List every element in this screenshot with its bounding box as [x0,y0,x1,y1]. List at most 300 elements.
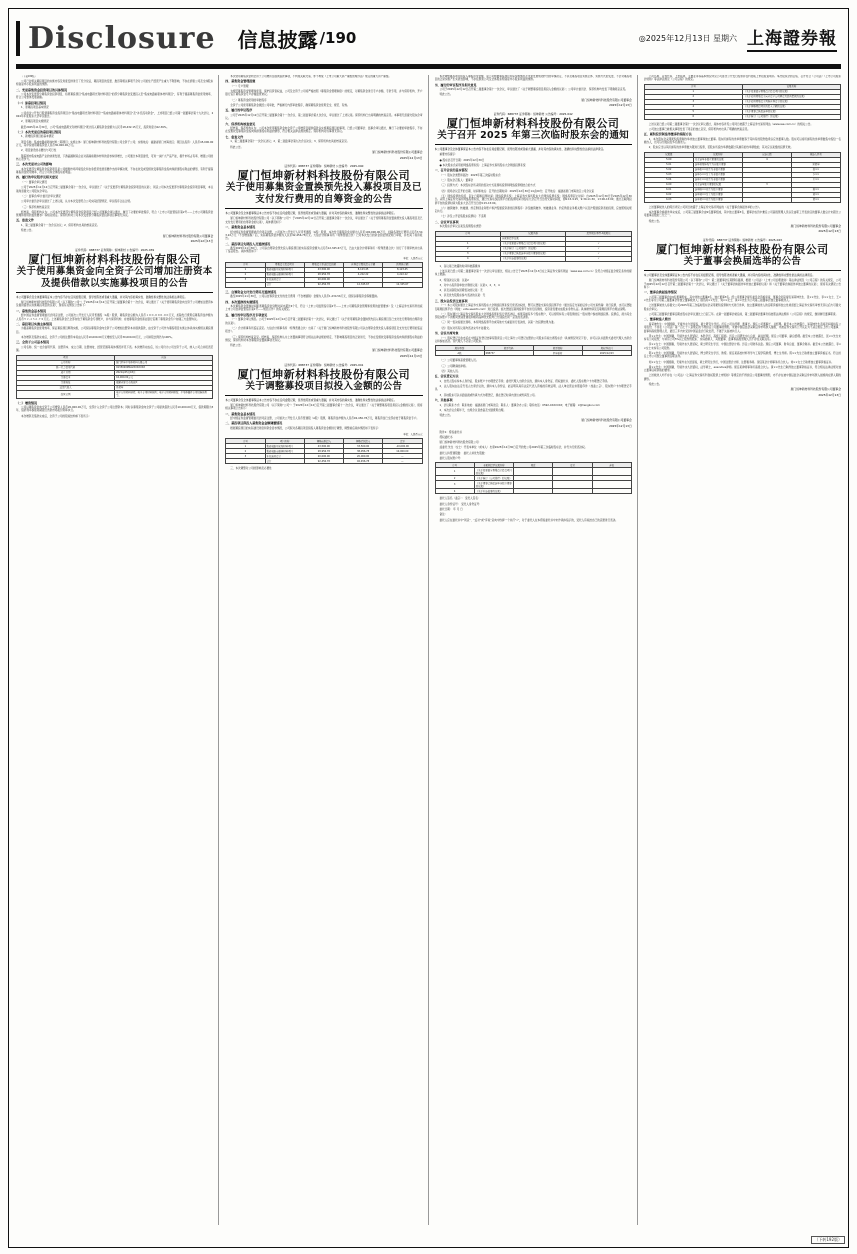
body-paragraph: （四）其他人员。 [439,369,461,373]
section-heading: 二、董事候选人简历 [643,317,671,322]
body-paragraph: （三）同一表决权通过现场、本所网络投票平台或其他方式重复进行表决的，以第一次投票结果为准。 [439,321,557,325]
body-paragraph: 厦门恒坤新材料科技股份有限公司： [439,441,481,445]
table-cell: 《关于董事会换届选举的议案》 [742,109,840,114]
body-paragraph: 3、异地股东可以书面信函或传真方式办理登记，须在登记时间内送达或传真至公司。 [439,393,538,397]
body-paragraph: （六）融资融券、转融通、约定购回业务账户和沪股通投资者的投票程序：涉及融资融券、转融通业务、约定购回业务相关账户以及沪股通投资者的投票，应按照相关规定执行。 [434,206,632,214]
section-heading: 二、募投项目先期投入及置换情况 [225,241,271,246]
table-cell: 《关于修订〈公司章程〉的议案》 [475,476,512,480]
body-paragraph: 1、新增投资项目的基本情况 [21,135,54,139]
body-paragraph: 厦门恒坤新材料科技股份有限公司（以下简称“公司”）于2025年12月12日召开第二届董事会第十一次会议，审议通过了《关于使用募集资金置换预先投入募投项目及已支付发行费用的自筹资金的议案》，具体情况如下： [225,217,423,224]
body-paragraph: （三）公司聘请的律师。 [439,364,469,368]
body-paragraph: 上述董事候选人的简历详见公司同日披露于上海证券交易所网站的《关于董事会换届选举的公告》。 [648,205,762,209]
table-header-cell: 拟置换金额 [383,262,422,267]
body-paragraph: 本次调整募投项目拟投入募集资金金额，是公司根据募投项目实际实施情况及未来发展规划作出的审慎决定，不涉及募投项目实施主体、实施方式的变更，不会对募投项目的正常实施产生实质性影响，不存在损害公司及全体股东特别是中小股东利益的情形。 [434,75,632,82]
table-cell [226,459,265,464]
table-row [435,351,631,356]
body-paragraph: 兹委托 先生（女士）代表本单位（或本人）出席2025年12月30日召开的贵公司2025年第三次临时股东会，并代为行使表决权。 [439,446,588,450]
table-cell: 2 [435,246,500,251]
announcement-rule [16,292,213,293]
section-heading: 四、履行的审议程序及相关意见 [16,175,59,180]
body-paragraph: （二）股东通过上海证券交易所股东大会网络投票系统行使表决权，如果其拥有多个股东账户，可以使用持有公司股票的任一股东账户参加网络投票。投票后，视为其全部股东账户下的相同类别普通股和相同品种优先股均已分别投出同一意见的表决票。 [434,312,632,320]
body-paragraph: 公司于2025年12月12日召开第二届董事会第十一次会议、第二届监事会第九次会议，审议通过了上述议案。保荐机构已出具明确的核查意见。本事项无需提交股东会审议。 [225,113,423,121]
table-cell: 法定代表人 [17,385,115,390]
table-cell: 3 [742,182,791,187]
announcement-company: 厦门恒坤新材料科技股份有限公司 [237,169,411,183]
table-header-cell: 股份类别 [435,346,484,351]
table-cell: 4,222.22 [383,272,422,277]
table-cell: 选举陈××先生为独立董事 [693,187,742,192]
table-row [17,390,213,398]
signature-line: 厦门恒坤新材料科技股份有限公司董事会 [162,233,214,238]
section-heading: 四、履行的审议程序及相关意见 [434,82,477,87]
table-cell: 4 [742,157,791,162]
table-cell: 1 [644,89,742,94]
body-paragraph: 1、各议案已披露的时间和披露媒体 [439,264,481,268]
announcement-rule [435,144,632,145]
table-cell: 选举易荣坤先生为非独立董事 [693,162,742,167]
table-cell [553,489,592,494]
section-heading: 三、股东会投票注意事项 [434,298,468,303]
announcement-title: 关于董事会换届选举的公告 [683,256,802,268]
body-paragraph: （一）本公司股东通过上海证券交易所股东大会网络投票系统行使表决权的，既可以登陆交易系统投票平台（通过指定交易的证券公司交易终端）进行投票，也可以登陆互联网投票平台（网址：vote.sseinfo.com）进行投票。首次登陆互联网投票平台进行投票的，投资者需要完成股东身份认证。具体操作请见互联网投票平台网站说明。 [434,304,632,311]
table-header-cell: 议案组 [644,152,693,157]
body-paragraph: 截至2025年11月30日，公司以自筹资金支付的发行费用（不含增值税）金额为人民币1,234.56万元，现拟以募集资金等额置换。 [230,295,380,299]
masthead-section-title: 信息披露 [237,27,318,52]
section-heading: 二、变更募集资金投资项目的具体情况 [16,87,68,92]
table-cell: 2 [435,476,474,481]
table-cell: √ [566,256,631,261]
section-heading: 三、全资子公司基本情况 [16,340,50,345]
body-paragraph: 本次使用募集资金向全资子公司增资及提供借款事项，不构成关联交易，亦不构成《上市公司重大资产重组管理办法》规定的重大资产重组。 [230,75,392,78]
table-cell: 电子专用材料制造；电子专用材料销售；电子专用材料研发；半导体器件专用设备销售等。 [115,390,213,398]
body-paragraph: 公司独立董事已就相关事项发表了同意的独立意见，保荐机构亦出具了明确的核查意见。 [648,127,750,131]
table-cell: 《关于使用募集资金置换自筹资金的议案》 [742,99,840,104]
table-cell: 关于选举独立董事的议案 [693,182,742,187]
body-paragraph: 附件1：授权委托书 [439,430,462,434]
table-cell: 选举刘××女士为独立董事 [693,192,742,197]
body-paragraph: 特此公告。 [648,219,662,223]
disclaimer-text: 本公司董事会及全体董事保证本公告内容不存在任何虚假记载、误导性陈述或者重大遗漏，并对其内容的真实性、准确性和完整性依法承担法律责任。 [16,295,188,299]
table-cell: — [383,454,422,459]
table-cell: 成立日期 [17,370,115,375]
body-paragraph: （一）董事会审议情况。公司于2025年12月12日召开第二届董事会第十一次会议，审议通过了《关于使用募集资金置换预先投入募投项目及已支付发行费用的自筹资金的议案》。 [225,318,423,325]
table-cell: 李×× [791,172,840,177]
table-cell: 《关于变更部分募集资金投资项目的议案》 [500,241,565,246]
body-paragraph: 上述议案已经公司第二届董事会第十一次会议审议通过，相关公告已于2025年12月13日在上海证券交易所网站（www.sse.com.cn）及符合中国证监会规定条件的媒体上披露。 [434,269,632,277]
table-header-cell: 序号 [226,439,265,444]
table-cell: 5.02 [644,167,693,172]
body-paragraph: 本次募集资金置换时间距离募集资金到账时间未超过6个月，符合《上市公司监管指引第2号——上市公司募集资金管理和使用的监管要求》及《上海证券交易所科创板上市公司自律监管指引第1号——规范运作》的有关规定。 [225,305,423,312]
body-paragraph: 重要内容提示： [439,153,458,157]
table-header-cell: 序号 [226,262,265,267]
table-cell: 8,123.45 [383,267,422,272]
table-header-cell: 投票股东类型 A股股东 [566,231,631,236]
disclaimer-text: 本公司董事会及全体董事保证本公告内容不存在任何虚假记载、误导性陈述或者重大遗漏，并对其内容的真实性、准确性和完整性依法承担法律责任。 [434,147,606,151]
body-paragraph: ● 股东会召开日期：2025年12月30日 [439,158,485,162]
table-cell: 《关于董事会换届选举非独立董事的议案》 [475,481,512,488]
body-paragraph: 截至2025年11月30日，公司以自筹资金预先投入募投项目的实际投资金额为人民币12,345.67万元，已由大信会计师事务所（特殊普通合伙）进行了专项审核并出具了鉴证报告。具体情况如下： [225,247,423,254]
table-header-cell: 差异 [383,439,422,444]
body-paragraph: 5、涉及优先股股东参与表决的议案：无 [439,294,486,298]
table-cell: 5.04 [644,177,693,182]
body-paragraph: 厦门恒坤新材料科技股份有限公司（以下简称“公司”）于2025年12月12日召开第二届董事会第十一次会议，审议通过了《关于使用募集资金向全资子公司增加注册资本及提供借款以实施募投项目的议案》，现将有关情况公告如下： [16,301,214,308]
table-cell: 易荣坤 [115,385,213,390]
table-cell: 3 [435,481,474,489]
signature-line: 厦门恒坤新材料科技股份有限公司董事会 [581,418,632,423]
table-header-cell: 序号 [435,231,500,236]
disclosure-logo: Disclosure [16,21,224,56]
table-cell: 12,345.67 [383,282,422,287]
body-paragraph: （一）董事会审议情况 [21,181,47,185]
table-cell: 集成电路前驱体材料项目 [265,449,304,454]
body-paragraph: 2、原募投项目实施情况 [21,120,49,124]
body-paragraph: 易荣坤先生：中国国籍，无境外永久居留权，硕士研究生学历。历任公司总经理、董事长。现任公司董事长、总经理。截至本公告披露日，易荣坤先生直接及间接持有公司股份，不存在《公司法》第一百七十八条规定的不得担任公司董事的情形，未被中国证监会采取证券市场禁入措施，未被证券交易所公开认定为不适合担任上市公司董事、监事和高级管理人员，最近三年内未受到中国证监会行政处罚，不属于失信被执行人。 [643,322,841,333]
table-row [435,256,631,261]
section-heading: 五、备查文件 [16,218,35,223]
body-paragraph: 公司第三届董事会董事任期自股东会审议通过之日起三年。在新一届董事会就任前，第二届董事会董事仍将按照法律法规和《公司章程》的规定，继续履行董事职责。 [648,313,839,317]
table-cell: 刘×× [791,192,840,197]
body-paragraph: （二）会计师事务所鉴证意见。大信会计师事务所（特殊普通合伙）出具了《关于厦门恒坤新材料科技股份有限公司以自筹资金预先投入募投项目及支付发行费用的鉴证报告》。 [225,326,423,334]
table-cell: 集成电路前驱体材料项目 [265,272,304,277]
table-cell [514,481,553,489]
table-cell: 2 [644,94,742,99]
body-paragraph: 委托人持普通股数： 委托人持优先股数： [439,451,488,455]
signature-line: 2025年12月13日 [399,354,423,359]
table-cell: 4 [644,104,742,109]
body-paragraph: 公司首次公开发行股票募集资金投资项目为“集成电路用光刻材料项目”“集成电路前驱体材料项目”及“补充流动资金”，上述项目已经公司第一届董事会第十九次会议、2024年年度股东大会审议通过。 [16,111,214,118]
section-heading: 二、会议审议事项 [434,219,459,224]
table-cell: 统一社会信用代码 [17,365,115,370]
body-paragraph: 厦门恒坤新材料科技股份有限公司（以下简称“公司”）第二届董事会任期即将届满，根据《公司法》《上市公司治理准则》等法律法规及《公司章程》的有关规定，公司于2025年12月12日召开第二届董事会第十一次会议，审议通过了《关于董事会换届选举非独立董事的议案》和《关于董事会换届选举独立董事的议案》，现将有关情况公告如下： [643,279,841,289]
table-cell: 92,456.78 [304,282,343,287]
body-paragraph: 上述候选人均不存在《公司法》《上海证券交易所科创板股票上市规则》等规定的不得担任公司董事的情形，亦不存在被中国证监会采取证券市场禁入措施尚在禁入期的情形。 [643,374,841,381]
table-cell [553,468,592,476]
table-header-cell: 股票代码 [484,346,533,351]
table-cell: 厦门恒坤半导体材料有限公司 [115,360,213,365]
table-cell: 2025/12/23 [582,351,631,356]
column-1 [16,75,219,1225]
table-cell: 28,956.78 [304,449,343,454]
body-paragraph: 张××先生：中国国籍，无境外永久居留权，本科学历，高级工程师。历任公司研发中心总监、副总经理。现任公司董事、副总经理。截至本公告披露日，张××先生未持有公司股份，与持有公司5%以上股份的股东、实际控制人、其他董事、监事和高级管理人员不存在关联关系。 [643,334,841,342]
signature-line: 厦门恒坤新材料科技股份有限公司董事会 [372,149,423,154]
masthead-right [639,24,841,52]
body-paragraph: 根据募投项目的实际建设进度和资金需求情况，公司拟对各募投项目拟投入募集资金金额进行调整，调整前后具体情况如下表所示： [230,427,381,430]
masthead-rule [16,67,841,69]
announcement-header [225,164,422,209]
body-paragraph: 本次增资及借款完成后，全资子公司的股权结构如下表所示： [21,414,92,418]
table-header-cell: 项目 [17,355,115,360]
signature-line: 2025年12月13日 [399,155,423,160]
body-paragraph: 项目名称：集成电路前驱体材料二期项目；实施主体：厦门恒坤新材料科技股份有限公司全资子公司；实施地点：福建省厦门市海沧区；项目总投资：人民币45,000.00万元，其中拟使用募集资金人民币30,000.00万元。 [16,140,214,148]
table-cell: 92,456.78 [304,459,343,464]
body-paragraph: 本次董事会换届选举完成后，公司第三届董事会由9名董事组成，其中独立董事3名，董事会成员中兼任公司高级管理人员以及由职工代表担任的董事人数总计未超过公司董事总数的二分之一。 [643,210,841,218]
data-table [225,438,422,464]
table-cell: 《关于董事会换届选举非独立董事的议案》 [500,251,565,256]
body-paragraph: 公司第三届董事会由9名董事组成，其中非独立董事6名，独立董事3名。经公司董事会提名委员会资格审查，董事会同意提名易荣坤先生、张××先生、李××女士、王××先生等为公司第三届董事会非独立董事候选人；提名陈××先生、刘××女士、黄××先生为公司第三届董事会独立董事候选人。 [643,295,841,303]
body-paragraph: 委托日期： 年 月 日 [439,507,463,511]
announcement-rule [225,395,422,396]
table-cell: -10,000.00 [383,444,422,449]
body-paragraph: （二）募集资金使用的审批程序 [230,98,267,102]
table-cell: 易荣坤 [791,162,840,167]
table-cell: 恒坤新材 [533,351,582,356]
data-table [644,152,841,203]
body-paragraph: 陈××先生：中国国籍，无境外永久居留权，博士研究生学历，教授。现任某高校材料科学与工程学院教授、博士生导师。陈××先生已取得独立董事资格证书，符合担任上市公司独立董事的任职条件。 [643,351,841,359]
table-cell: 6.02 [644,192,693,197]
table-row [644,114,840,119]
body-paragraph: 2、项目建设的必要性与可行性 [21,149,57,153]
body-paragraph: （五）网络投票的系统、起止日期和投票时间：网络投票系统：上海证券交易所股东大会网络投票系统；网络投票起止时间：自2025年12月30日至2025年12月30日。采用上海证券交易所网络投票系统，通过交易系统投票平台的投票时间为股东大会召开当日的交易时间段，即9:15-9:25、9:30-11:30、13:00-15:00；通过互联网投票平台的投票时间为股东大会召开当日的9:15-15:00。 [434,194,632,205]
body-paragraph: 经中国证券监督管理委员会同意注册，公司首次公开发行人民币普通股（A股）股票，本次发行募集资金总额为人民币100,000.00万元，扣除各项发行费用人民币7,543.22万元（不含增值税）后，实际募集资金净额为人民币92,456.78万元。大信会计师事务所（特殊普通合伙）已对本次发行的资金到位情况进行审验，并出具了验资报告。 [225,230,423,241]
table-cell: 《关于使用募集资金向全资子公司增资及提供借款的议案》 [742,94,840,99]
body-paragraph: 2、特别决议议案：议案2 [439,278,469,282]
signature-line: 2025年12月13日 [609,424,632,428]
body-paragraph: 委托人签名（盖章）： 受托人签名： [439,497,481,501]
table-cell [592,481,631,489]
table-cell: 43,500.00 [304,267,343,272]
table-cell: 合计 [265,282,304,287]
table-cell: 10,000.00 [383,449,422,454]
table-cell: — [344,277,383,282]
table-cell: 1 [435,241,500,246]
table-cell: 注册资本 [17,375,115,380]
table-cell: 非累积投票议案 [500,236,565,241]
announcement-codes: 证券代码：688737 证券简称：恒坤新材 公告编号：2025-039 [75,247,155,252]
column-4 [644,75,841,1225]
table-row [644,197,840,202]
table-cell: 补充流动资金 [265,277,304,282]
announcement-title: 关于使用募集资金向全资子公司增加注册资本及提供借款以实施募投项目的公告 [16,265,213,289]
signature-line: 厦门恒坤新材料科技股份有限公司董事会 [790,387,841,392]
table-cell: 3 [435,251,500,256]
body-paragraph: 委托人身份证号： 受托人身份证号： [439,502,482,506]
announcement-codes: 证券代码：688737 证券简称：恒坤新材 公告编号：2025-040 [284,164,364,169]
table-cell: 688737 [484,351,533,356]
body-paragraph: 经核查，保荐机构认为：公司本次变更部分募集资金投资项目已经公司董事会审议通过，履行了必要的审批程序，符合《上市公司监管指引第2号——上市公司募集资金管理和使用的监管要求》等相关规定。保荐机构对公司本次变更部分募集资金投资项目事项无异议。 [16,210,214,218]
body-paragraph: （一）专户管理 [230,84,249,88]
table-cell: 12,345.67 [344,282,383,287]
data-table [644,84,841,120]
section-heading: 二、募投项目拟投入募集资金金额调整情况 [225,421,283,426]
table-cell: 王×× [791,177,840,182]
section-heading: （二）增资情况 [16,400,38,405]
table-cell: 选举黄××先生为独立董事 [693,197,742,202]
disclaimer-text: 本公司董事会及全体董事保证本公告内容不存在任何虚假记载、误导性陈述或者重大遗漏，并对其内容的真实性、准确性和完整性依法承担法律责任。 [225,212,397,216]
masthead [16,12,841,67]
body-paragraph: （二）监事会/审计委员会审议情况 [21,194,61,198]
announcement-header [225,363,422,396]
announcement-header [644,238,841,271]
signature-line: 厦门恒坤新材料科技股份有限公司董事会 [790,223,841,228]
announcement-header [16,248,213,293]
table-header-cell: 序号 [435,463,474,468]
table-header-cell: 内容 [115,355,213,360]
body-paragraph: （四）现场会议召开的日期、时间和地点：召开的日期时间：2025年12月30日14点00分；召开地点：福建省厦门市海沧区公司会议室 [439,189,595,193]
body-paragraph: 公司名称、统一社会信用代码、注册资本、成立日期、注册地址、经营范围等具体情况详见下表。本次增资完成后，该公司仍为公司全资子公司，纳入公司合并报表范围。 [16,345,214,353]
body-paragraph: 特此公告。 [439,414,453,418]
body-paragraph: 1、原募投项目基本情况 [21,106,49,110]
masthead-date: ◎2025年12月13日 星期六 [638,33,737,43]
body-paragraph: （二）股东会召集人：董事会 [439,179,474,183]
body-paragraph: 备注： [439,513,448,517]
signature-line: 2025年12月13日 [818,392,841,397]
announcement-codes: 证券代码：688737 证券简称：恒坤新材 公告编号：2025-041 [284,362,364,367]
column-container [16,75,841,1225]
table-header-cell: 反对 [553,463,592,468]
table-header-cell: 议案名称 [742,84,840,89]
section-heading: （一）原募投项目情况 [16,100,47,105]
announcement-rule [644,270,841,271]
section-heading: 一、董事会换届选举情况 [643,290,677,295]
table-cell [514,468,553,476]
table-cell: 《关于修订〈公司章程〉的议案》 [742,114,840,119]
body-paragraph: （一）股权登记日收市后在中国证券登记结算有限责任公司上海分公司登记在册的公司股东有权出席股东会（具体情况详见下表），并可以以书面形式委托代理人出席会议和参加表决。该代理人不必是公司股东。 [434,336,632,343]
data-table [435,462,632,494]
body-paragraph: （四）股东对所有议案均表决完毕才能提交。 [439,326,492,330]
body-paragraph: 特此公告。 [230,344,244,348]
table-cell: 3 [226,454,265,459]
announcement-rule [225,208,422,209]
table-cell: 28,956.78 [304,272,343,277]
table-cell: √ [566,251,631,256]
body-paragraph: 1、第二届董事会第十一次会议决议；2、第二届监事会第九次会议决议；3、保荐机构出具的核查意见。 [230,140,350,144]
table-header-cell: 募集资金承诺投资总额 [304,262,343,267]
table-cell: 黄×× [791,197,840,202]
table-cell: 关于选举非独立董事的议案 [693,157,742,162]
table-cell: 4 [435,489,474,494]
table-row [435,481,631,489]
body-paragraph: 4、涉及关联股东回避表决的议案：无 [439,289,483,293]
table-header-cell: 议案名称 [693,152,742,157]
data-table [435,345,632,356]
body-paragraph: 2、股东应当以其所拥有的选举票数为限进行投票，若股东所投选举票数超过其拥有的选举票数的，其对应议案组的投票无效。 [648,146,794,150]
section-heading: 六、保荐机构核查意见 [225,121,256,126]
body-paragraph: 1、自然人股东持本人身份证、股东账户卡办理登记手续；委托代理人出席会议的，须持本人身份证、授权委托书、委托人股东账户卡办理登记手续。 [439,379,610,383]
table-unit-note: 单位：人民币万元 [403,433,423,437]
body-paragraph: 3、对中小投资者单独计票的议案：议案1、2、3、4 [439,283,500,287]
table-header-cell: 应选人数 [742,152,791,157]
table-header-cell: 股票简称 [533,346,582,351]
masthead-paper-name: 上海證券報 [747,24,837,52]
body-paragraph: 截至2025年11月30日，公司“集成电路用光刻材料项目”累计投入募集资金金额为人民币18,432.15万元，投资进度为42.36%。 [21,125,169,129]
data-table [435,231,632,262]
section-heading: 一、募集资金基本情况 [225,225,256,230]
section-heading: 三、自筹资金支付发行费用及置换情况 [225,289,277,294]
table-header-cell: 弃权 [592,463,631,468]
announcement-company: 厦门恒坤新材料科技股份有限公司 [446,116,620,130]
table-cell: 5.01 [644,162,693,167]
body-paragraph: 经中国证券监督管理委员会同意注册，公司首次公开发行人民币普通股（A股）股票，募集资金总额为人民币１００,０００.００万元，扣除发行费用后募集资金净额为人民币９２,４５６.７８万元。上述募集资金已全部存放于募集资金专项账户，并与保荐机构、存放募集资金的商业银行签署了募集资金专户存储三方监管协议。 [16,314,214,321]
table-cell: 5.03 [644,172,693,177]
table-header-cell: 项目名称 [265,439,304,444]
continuation-mark: （下转192版） [811,1236,845,1244]
table-cell: 3 [644,99,742,104]
body-paragraph: 特此公告。 [230,145,244,149]
section-heading: 四、本次置换的实施情况 [225,299,259,304]
table-cell: 3 [226,277,265,282]
table-cell: — [383,277,422,282]
table-cell: 6.00 [644,182,693,187]
body-paragraph: 本次变更部分募集资金投资项目是公司根据市场环境变化和自身经营发展需要作出的审慎决策，不存在改变或变相改变募集资金投向和损害股东利益的情形，有利于提高募集资金使用效率，符合公司和全体股东的利益。 [16,167,214,175]
table-cell: 1 [226,267,265,272]
announcement-title: 关于使用募集资金置换预先投入募投项目及已支付发行费用的自筹资金的公告 [225,182,422,206]
table-cell: 选举王××先生为非独立董事 [693,177,742,182]
table-cell: 6.03 [644,197,693,202]
body-paragraph: （七）涉及公开征集股东投票权：不适用 [439,215,487,219]
table-cell: 集成电路用光刻材料项目 [265,267,304,272]
table-cell: 2 [226,449,265,454]
body-paragraph: 委托人应在委托书中“同意”、“反对”或“弃权”意向中选择一个并打“√”，对于委托人在本授权委托书中未作具体指示的，受托人有权按自己的意愿进行表决。 [439,518,618,522]
table-cell: √ [566,241,631,246]
table-cell: 补充流动资金 [265,454,304,459]
body-paragraph: 厦门恒坤新材料科技股份有限公司（以下简称“公司”）于2025年12月12日召开第二届董事会第十一次会议，审议通过了《关于调整募投项目拟投入金额的议案》，现将相关事项公告如下： [225,403,423,411]
section-heading: 五、履行的审议程序 [225,108,253,113]
table-cell: 选举张××先生为非独立董事 [693,167,742,172]
table-cell: 10,000.00万元 [115,375,213,380]
announcement-title: 关于召开 2025 年第三次临时股东会的通知 [437,129,629,141]
table-cell: 2 [226,272,265,277]
table-cell [553,481,592,489]
table-cell: 《关于补选监事的议案》 [500,256,565,261]
table-cell: 福建省厦门市海沧区 [115,380,213,385]
section-heading: 一、募集资金基本情况 [225,411,256,416]
body-paragraph: 1、会议联系方式：联系地址：福建省厦门市海沧区；联系人：董事会办公室；联系电话：0592-XXXXXXX；电子邮箱：ir@hengkun.com [439,403,600,407]
body-paragraph: 公司已对相关募投项目的实施内容及进度安排进行了充分论证，募投项目的变更、推迟等相关事项不会对公司的生产经营产生重大不利影响，不存在损害公司及全体股东特别是中小股东利益的情形。 [16,80,214,87]
table-cell [592,468,631,476]
table-header-cell: 候选人姓名 [791,152,840,157]
table-cell: 《关于修订〈公司章程〉的议案》 [500,246,565,251]
table-cell: 5 [644,109,742,114]
body-paragraph: 随着国内集成电路产业的快速发展，下游晶圆制造企业对高端前驱体材料的需求持续增长，公司通过本项目建设，可进一步扩大产品产能，提升市场占有率，增强公司的核心竞争力。 [16,154,214,161]
announcement-company: 厦门恒坤新材料科技股份有限公司 [28,252,201,266]
body-paragraph: （上接189版） [21,75,37,78]
section-heading: 七、备查文件 [225,134,244,139]
body-paragraph: 三、本次调整对公司的影响及必要性 [230,467,272,471]
table-header-cell: 非累积投票议案名称 [474,463,513,468]
table-cell: 6.01 [644,187,693,192]
body-paragraph: 委托人股东账户号： [439,457,463,461]
body-paragraph: 公司于2025年12月12日召开第二届董事会第十一次会议，审议通过了《关于变更部分募集资金投资项目的议案》，同意公司本次变更部分募集资金投资项目事项，本议案尚需提交公司股东会审议。 [16,186,214,193]
table-cell: 20,000.00 [304,454,343,459]
column-2 [225,75,428,1225]
table-cell: 陈×× [791,187,840,192]
table-header-cell: 股权登记日 [582,346,631,351]
data-table [225,262,422,288]
section-heading: 一、募集资金基本情况 [16,308,47,313]
table-row [435,489,631,494]
body-paragraph: 授权委托书 [439,435,453,439]
body-paragraph: 公司本次变更部分募集资金投资项目，将原募投项目“集成电路用光刻材料项目”的部分募集资金变更投入至“集成电路前驱体材料项目”，有利于提高募集资金使用效率，符合公司整体发展战略。 [16,93,214,100]
masthead-page-number: /190 [319,29,357,47]
table-unit-note: 单位：人民币万元 [403,256,423,260]
body-paragraph: 公司审计委员会审议通过了上述议案，认为本次变更符合公司实际经营情况，审议程序合法合规。 [21,200,133,204]
announcement-codes: 证券代码：688737 证券简称：恒坤新材 公告编号：2025-042 [493,111,573,116]
table-cell: √ [566,246,631,251]
table-cell: 选举李××女士为非独立董事 [693,172,742,177]
body-paragraph: 黄××先生：中国国籍，无境外永久居留权，法学硕士，executive律师。现任某律师事务所高级合伙人。黄××先生已取得独立董事资格证书，符合相关法律法规对独立董事任职资格的要求。 [643,365,841,373]
section-heading: 一、召开会议的基本情况 [434,168,468,173]
body-paragraph: 为提高募集资金使用效率，保证募投项目顺利实施，公司拟以募集资金向全资子公司增加注册资本并提供借款，由全资子公司作为募投项目实施主体具体实施相关募投项目。 [16,327,214,334]
table-cell: 《关于变更部分募集资金投资项目的议案》 [475,468,512,475]
table-cell: 33,500.00 [344,444,383,449]
body-paragraph: 2、法人股东由法定代表人出席会议的，须持本人身份证、能证明其具有法定代表人资格的有效证明、法人单位营业执照复印件（加盖公章）、股东账户卡办理登记手续。 [434,385,632,392]
table-row [435,468,631,476]
table-header-cell: 议案名称 [500,231,565,236]
table-cell: 合计 [265,459,304,464]
body-paragraph: 特此公告。 [439,93,453,97]
body-paragraph: ● 本次股东会采用的网络投票系统：上海证券交易所股东大会网络投票系统 [439,163,526,167]
table-cell: 4 [435,256,500,261]
